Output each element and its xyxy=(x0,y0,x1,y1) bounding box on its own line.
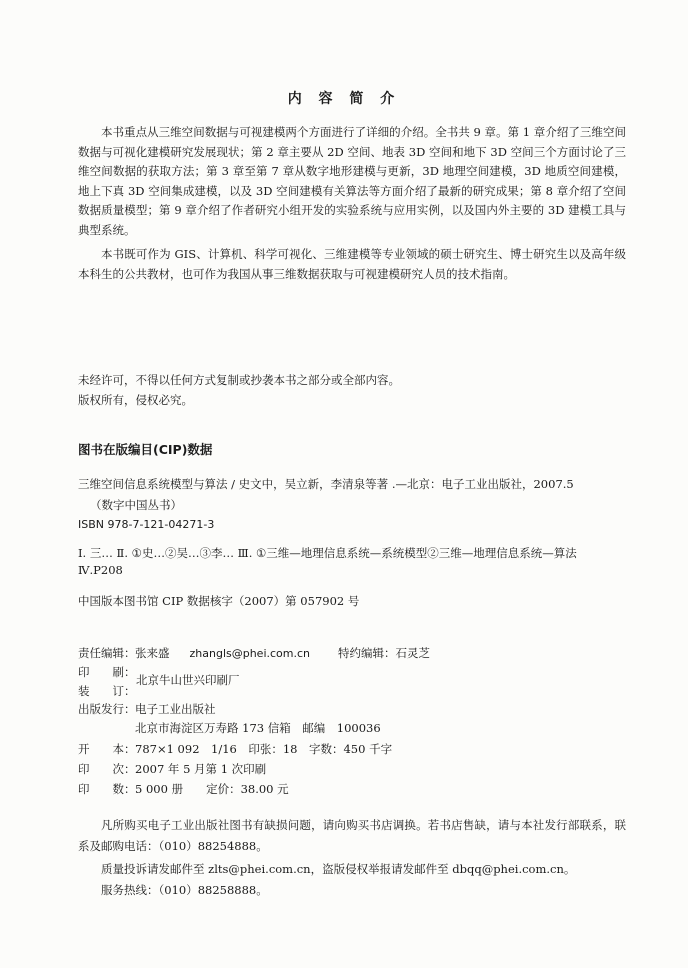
rights-notice: 版权所有，侵权必究。 xyxy=(78,393,193,407)
editor-name: 张来盛 xyxy=(135,646,170,660)
imprint-edition-row xyxy=(78,761,266,777)
printer-name: 北京牛山世兴印刷厂 xyxy=(136,673,240,687)
footer-complaint-line: 质量投诉请发邮件至 zlts@phei.com.cn，盗版侵权举报请发邮件至 dbqq@phei.com.cn。 xyxy=(101,862,576,876)
publisher-name: 电子工业出版社 xyxy=(135,702,216,716)
publisher-address: 北京市海淀区万寿路 173 信箱 邮编 100036 xyxy=(135,721,381,735)
edition-label: 印 次： xyxy=(78,762,136,776)
imprint-editor-row xyxy=(78,645,430,661)
cip-class-code: Ⅳ.P208 xyxy=(78,563,123,577)
format-label: 开 本： xyxy=(78,742,136,756)
imprint-format-row xyxy=(78,741,392,757)
copyright-notice: 未经许可，不得以任何方式复制或抄袭本书之部分或全部内容。 xyxy=(78,373,400,387)
publisher-label: 出版发行： xyxy=(78,702,136,716)
summary-paragraph-2: 本书既可作为 GIS、计算机、科学可视化、三维建模等专业领域的硕士研究生、博士研究生以及高年级本科生的公共教材，也可作为我国从事三维数据获取与可视建模研究人员的技术指南。 xyxy=(78,247,626,281)
imprint-publisher-row xyxy=(78,701,216,717)
edition-value: 2007 年 5 月第 1 次印刷 xyxy=(135,762,267,776)
copies-label: 印 数： xyxy=(78,782,136,796)
binding-label: 装 订： xyxy=(78,684,136,698)
format-value: 787×1 092 1/16 印张：18 字数：450 千字 xyxy=(135,742,393,756)
footer-paragraph-1: 凡所购买电子工业出版社图书有缺损问题，请向购买书店调换。若书店售缺，请与本社发行部联系，联系及邮购电话：（010）88254888。 xyxy=(78,818,626,853)
cip-record-number: 中国版本图书馆 CIP 数据核字（2007）第 057902 号 xyxy=(78,594,360,608)
summary-paragraph-1: 本书重点从三维空间数据与可视建模两个方面进行了详细的介绍。全书共 9 章。第 1 章介绍了三维空间数据与可视化建模研究发展现状；第 2 章主要从 2D 空间、地表 3D 空间和地下 3D 空间三个方面讨论了三维空间数据的获取方法；第 3 章至第 7 章从数字地形建模与更新，3D 地理空间建模，3D 地质空间建模，地上下真 3D 空间集成建模，以及 3D 空间建模有关算法等方面介绍了最新的研究成果；第 8 章介绍了空间数据质量模型；第 9 章介绍了作者研究小组开发的实验系统与应用实例，以及国内外主要的 3D 建模工具与典型系统。 xyxy=(78,125,626,237)
cip-series: （数字中国丛书） xyxy=(90,498,182,512)
summary-title: 内 容 简 介 xyxy=(287,91,401,107)
special-editor-label: 特约编辑： xyxy=(338,646,396,660)
cip-isbn: ISBN 978-7-121-04271-3 xyxy=(78,518,215,531)
imprint-copies-row xyxy=(78,781,289,797)
special-editor-name: 石灵芝 xyxy=(395,646,431,660)
editor-label: 责任编辑： xyxy=(78,646,136,660)
copies-value: 5 000 册 定价：38.00 元 xyxy=(135,782,289,796)
footer-hotline: 服务热线：（010）88258888。 xyxy=(101,883,268,897)
editor-email: zhangls@phei.com.cn xyxy=(189,647,311,660)
cip-heading: 图书在版编目(CIP)数据 xyxy=(78,442,213,457)
cip-title-line: 三维空间信息系统模型与算法 / 史文中，吴立新，李清泉等著 .—北京：电子工业出版社，2007.5 xyxy=(78,477,574,491)
print-label: 印 刷： xyxy=(78,665,136,679)
cip-classification: Ⅰ. 三… Ⅱ. ①史…②吴…③李… Ⅲ. ①三维—地理信息系统—系统模型②三维—地理信息系统—算法 xyxy=(78,546,577,560)
